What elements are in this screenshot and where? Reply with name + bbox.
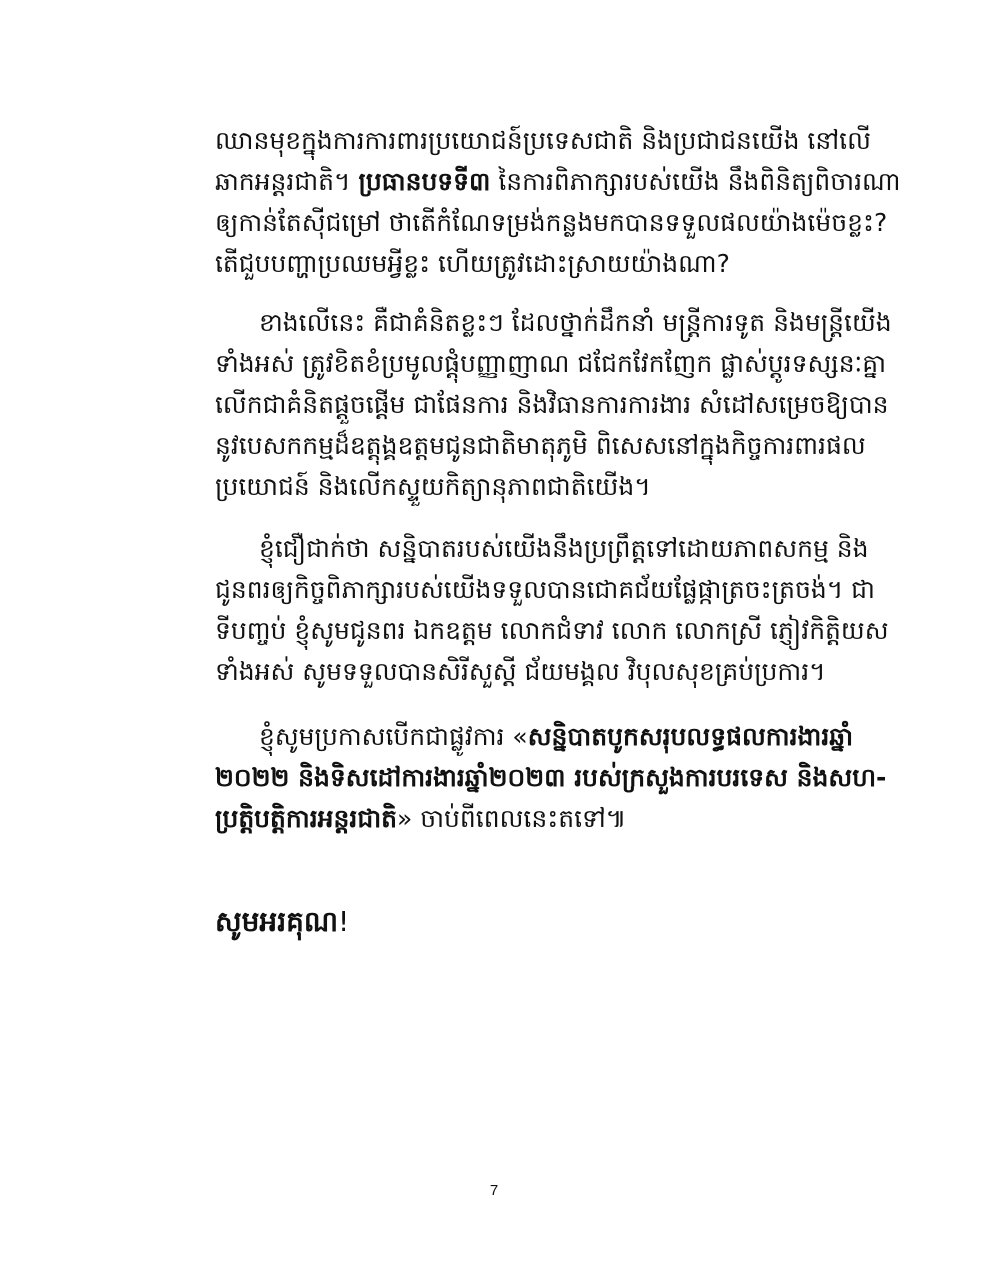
conference-title: សន្និបាតបូកសរុបលទ្ធផលការងារឆ្នាំ: [527, 722, 854, 751]
paragraph-opening-declaration: [215, 716, 887, 839]
paragraph-line: ឲ្យកាន់តែស៊ីជម្រៅ ថាតើកំណែទម្រង់កន្លងមកបានទទួលផលយ៉ាងម៉េចខ្លះ?: [215, 208, 888, 237]
paragraph-wishes: [215, 528, 889, 692]
paragraph-line: [215, 798, 875, 839]
line-text: ឆាកអន្តរជាតិ។: [215, 167, 359, 196]
page-number: 7: [489, 1182, 499, 1199]
paragraph-line: លើកជាគំនិតផ្តួចផ្តើម ជាផែនការ និងវិធានការការងារ សំដៅសម្រេចឱ្យបាន: [215, 390, 889, 419]
paragraph-line: ខាងលើនេះ គឺជាគំនិតខ្លះៗ ដែលថ្នាក់ដឹកនាំ មន្ត្រីការទូត និងមន្ត្រីយើង: [259, 308, 892, 337]
line-text: » ចាប់ពីពេលនេះតទៅ៕: [397, 804, 627, 833]
closing-punctuation: !: [338, 905, 350, 938]
paragraph-line: តើជួបបញ្ហាប្រឈមអ្វីខ្លះ ហើយត្រូវដោះស្រាយយ៉ាងណា?: [215, 249, 730, 278]
conference-title-end: ប្រត្តិបត្តិការអន្តរជាតិ: [215, 804, 398, 833]
topic-three-heading: ប្រធានបទទី៣: [358, 167, 491, 196]
paragraph-ideas: [215, 302, 892, 507]
line-text: ខ្ញុំសូមប្រកាសបើកជាផ្លូវការ «: [259, 722, 528, 751]
paragraph-line: ទាំងអស់ សូមទទួលបានសិរីសួស្តី ជ័យមង្គល វិបុលសុខគ្រប់ប្រការ។: [215, 657, 826, 686]
closing-text: សូមអរគុណ: [215, 905, 339, 938]
paragraph-line: ខ្ញុំជឿជាក់ថា សន្និបាតរបស់យើងនឹងប្រព្រឹត្តទៅដោយភាពសកម្ម និង: [259, 534, 869, 563]
paragraph-line: នូវបេសកកម្មដ៏ឧត្តុង្គឧត្តមជូនជាតិមាតុភូមិ ពិសេសនៅក្នុងកិច្ចការពារផល: [215, 431, 866, 460]
paragraph-line: ឈានមុខក្នុងការការពារប្រយោជន៍ប្រទេសជាតិ និងប្រជាជនយើង នៅលើ: [215, 126, 871, 155]
line-text: នៃការពិភាក្សារបស់យើង នឹងពិនិត្យពិចារណា: [490, 167, 901, 196]
paragraph-line: [215, 161, 901, 202]
paragraph-line: ទាំងអស់ ត្រូវខិតខំប្រមូលផ្តុំបញ្ញាញាណ ជជែកវែកញែក ផ្លាស់ប្តូរទស្សនៈគ្នា: [215, 349, 886, 378]
paragraph-topic-three: [215, 120, 901, 284]
paragraph-line: ទីបញ្ចប់ ខ្ញុំសូមជូនពរ ឯកឧត្តម លោកជំទាវ លោក លោកស្រី ភ្ញៀវកិត្តិយស: [215, 616, 889, 645]
conference-title-line: ២០២២ និងទិសដៅការងារឆ្នាំ២០២៣ របស់ក្រសួងការបរទេស និងសហ-: [215, 763, 887, 792]
paragraph-line: ជូនពរឲ្យកិច្ចពិភាក្សារបស់យើងទទួលបានជោគជ័យផ្លែផ្កាត្រចះត្រចង់។ ជា: [215, 575, 875, 604]
paragraph-line: ប្រយោជន៍ និងលើកស្ទួយកិត្យានុភាពជាតិយើង។: [215, 472, 651, 501]
closing-thanks: [215, 904, 349, 945]
paragraph-line: [215, 716, 875, 757]
